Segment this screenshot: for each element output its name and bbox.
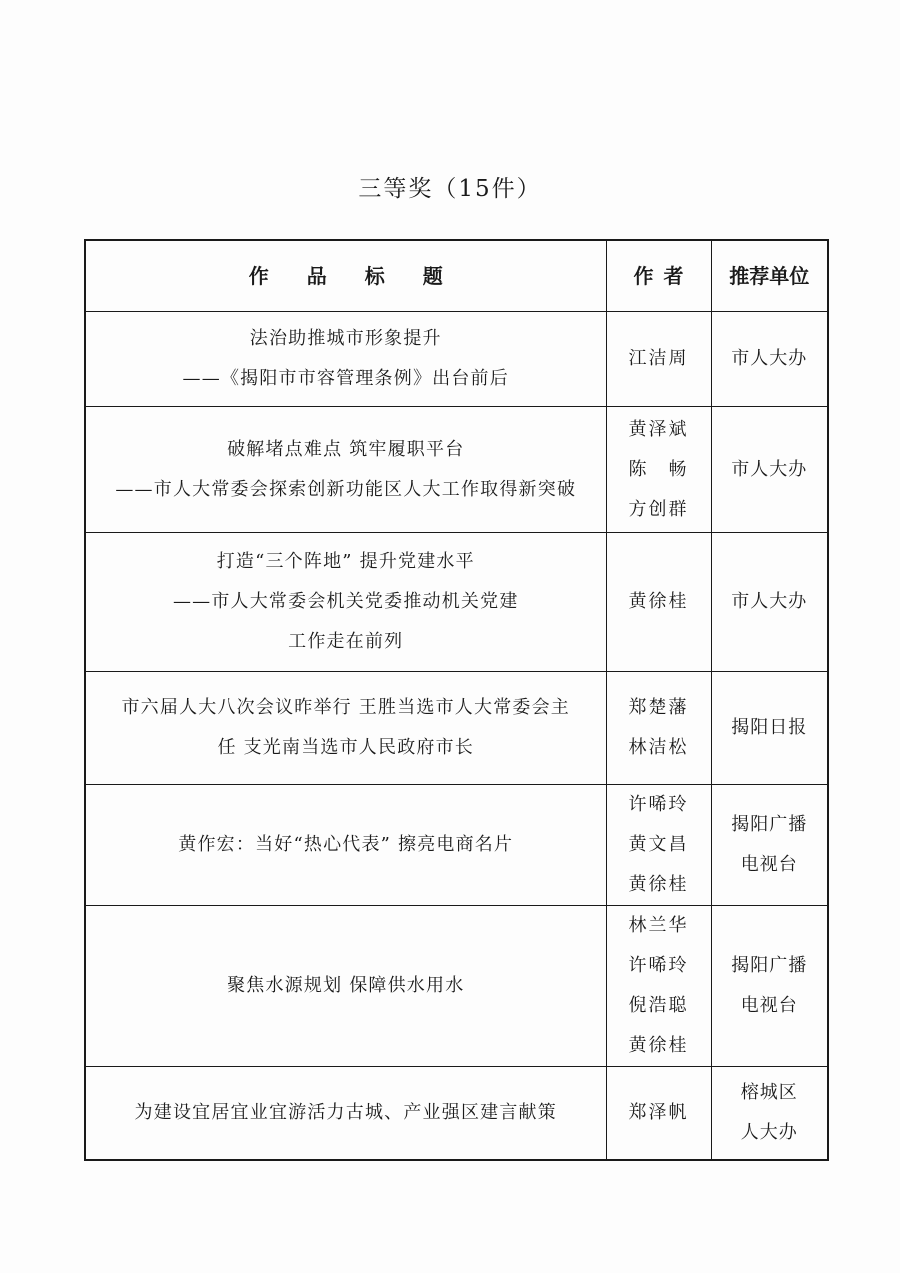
title-line: 黄作宏：当好“热心代表” 擦亮电商名片 [178,834,514,855]
table-row [85,407,828,533]
title-line: 市六届人大八次会议昨举行 王胜当选市人大常委会主 [121,697,571,718]
header-author: 作者 [606,240,711,312]
author-name: 黄文昌 [628,834,689,855]
author-name: 林洁松 [628,737,689,758]
author-name: 江洁周 [628,348,689,369]
title-cell [85,906,606,1067]
author-name: 陈 畅 [628,458,689,480]
title-cell [85,407,606,533]
title-cell [85,785,606,906]
title-cell [85,533,606,672]
unit-cell [711,906,828,1067]
unit-cell [711,312,828,407]
title-line: 打造“三个阵地” 提升党建水平 [216,551,475,572]
author-cell [606,906,711,1067]
author-name: 黄徐桂 [628,874,689,895]
unit-line: 揭阳广播 [731,955,808,976]
title-line: ——市人大常委会机关党委推动机关党建 [172,591,519,612]
author-name: 郑楚藩 [628,697,689,718]
title-line: 工作走在前列 [288,631,404,652]
title-cell [85,672,606,785]
title-line: ——市人大常委会探索创新功能区人大工作取得新突破 [115,478,577,500]
title-line: 法治助推城市形象提升 [249,328,442,349]
unit-cell [711,533,828,672]
table-row [85,906,828,1067]
table-header-row [85,240,828,312]
unit-line: 揭阳广播 [731,814,808,835]
author-cell [606,672,711,785]
page-title: 三等奖（15件） [358,176,542,202]
title-cell [85,1067,606,1161]
table-row [85,533,828,672]
author-cell [606,312,711,407]
author-name: 黄徐桂 [628,591,689,612]
author-cell [606,1067,711,1161]
author-cell [606,785,711,906]
title-line: 破解堵点难点 筑牢履职平台 [227,438,465,460]
title-line: ——《揭阳市市容管理条例》出台前后 [182,368,509,389]
author-name: 方创群 [628,498,689,520]
unit-line: 揭阳日报 [731,717,808,738]
table-row [85,312,828,407]
title-line: 为建设宜居宜业宜游活力古城、产业强区建言献策 [134,1102,557,1123]
unit-cell [711,407,828,533]
author-cell [606,533,711,672]
awards-table [84,239,829,1161]
title-line: 聚焦水源规划 保障供水用水 [227,975,465,996]
title-line: 任 支光南当选市人民政府市长 [217,737,475,758]
title-cell [85,312,606,407]
table-row [85,672,828,785]
header-unit: 推荐单位 [711,240,828,312]
author-cell [606,407,711,533]
unit-line: 榕城区 [740,1082,798,1103]
unit-line: 电视台 [740,995,798,1016]
unit-line: 人大办 [740,1122,798,1143]
table-row [85,1067,828,1161]
unit-cell [711,785,828,906]
table-row [85,785,828,906]
header-title: 作品标题 [85,240,606,312]
unit-line: 电视台 [740,854,798,875]
unit-cell [711,1067,828,1161]
author-name: 倪浩聪 [628,995,689,1016]
author-name: 许唏玲 [628,794,689,815]
author-name: 黄泽斌 [628,418,689,440]
unit-line: 市人大办 [731,458,808,480]
author-name: 林兰华 [628,915,689,936]
unit-line: 市人大办 [731,348,808,369]
author-name: 黄徐桂 [628,1035,689,1056]
unit-line: 市人大办 [731,591,808,612]
author-name: 郑泽帆 [628,1102,689,1123]
author-name: 许唏玲 [628,955,689,976]
unit-cell [711,672,828,785]
